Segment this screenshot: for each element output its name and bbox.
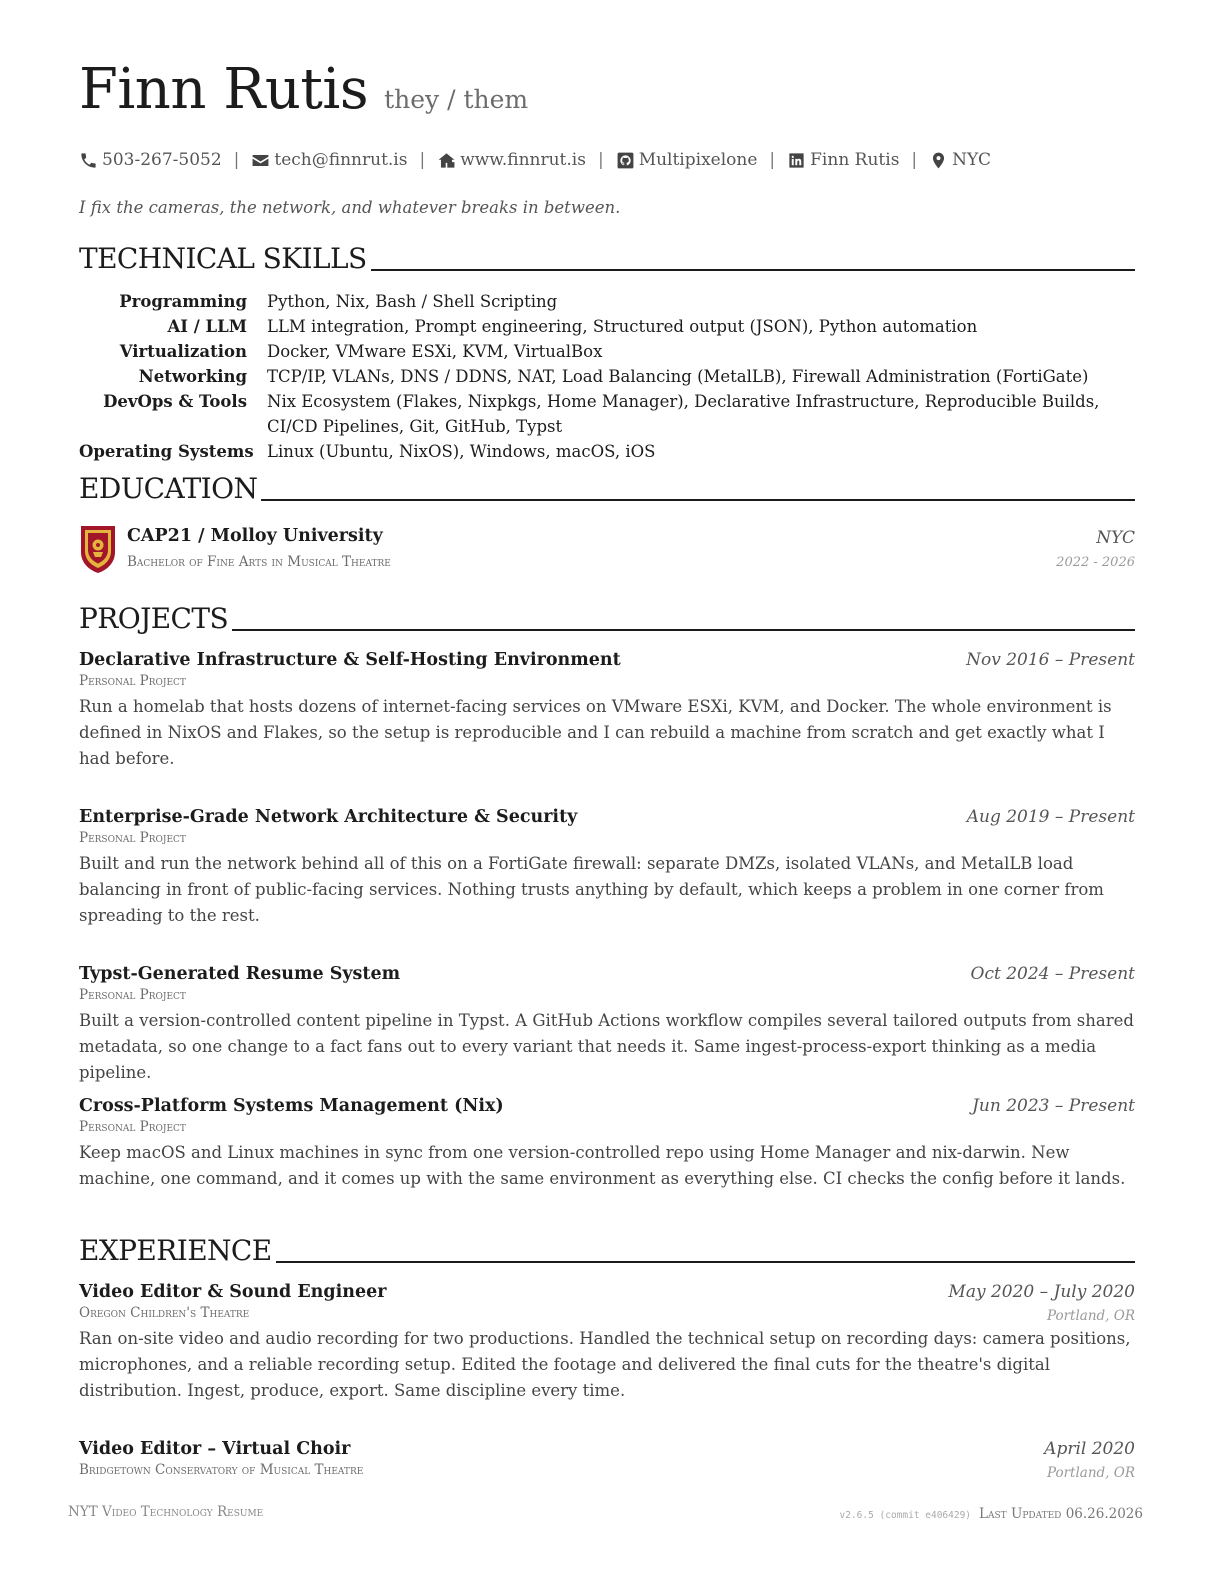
contact-separator: | bbox=[911, 150, 918, 170]
section-rule bbox=[371, 269, 1135, 271]
linkedin-icon bbox=[787, 151, 806, 170]
job-date: May 2020 – July 2020 bbox=[948, 1282, 1135, 1302]
skill-value: Docker, VMware ESXi, KVM, VirtualBox bbox=[267, 342, 603, 361]
project-entry bbox=[79, 964, 1135, 1086]
project-title: Enterprise-Grade Network Architecture & Security bbox=[79, 807, 578, 827]
project-type: Personal Project bbox=[79, 987, 186, 1003]
project-type: Personal Project bbox=[79, 830, 186, 846]
section-rule bbox=[276, 1261, 1135, 1263]
github-icon bbox=[616, 151, 635, 170]
employer: Bridgetown Conservatory of Musical Theatre bbox=[79, 1462, 364, 1478]
pronouns: they / them bbox=[384, 85, 529, 114]
skills-table bbox=[79, 289, 1135, 464]
skill-row bbox=[79, 314, 1135, 339]
skill-value: TCP/IP, VLANs, DNS / DDNS, NAT, Load Balancing (MetalLB), Firewall Administration (FortiGate) bbox=[267, 367, 1089, 386]
skill-category: AI / LLM bbox=[167, 317, 247, 336]
person-name: Finn Rutis bbox=[79, 57, 369, 122]
experience-entry bbox=[79, 1439, 1135, 1481]
school-name: CAP21 / Molloy University bbox=[127, 526, 383, 546]
skill-category: Programming bbox=[119, 292, 247, 311]
job-title: Video Editor & Sound Engineer bbox=[79, 1282, 387, 1302]
footer-document-title: NYT Video Technology Resume bbox=[68, 1504, 264, 1520]
contact-separator: | bbox=[769, 150, 776, 170]
section-education bbox=[79, 472, 1135, 505]
education-location: NYC bbox=[1096, 528, 1135, 548]
envelope-icon bbox=[251, 151, 270, 170]
contact-github[interactable]: Multipixelone bbox=[616, 150, 758, 170]
degree: Bachelor of Fine Arts in Musical Theatre bbox=[127, 554, 391, 570]
contact-location: NYC bbox=[929, 150, 991, 170]
project-description: Run a homelab that hosts dozens of internet-facing services on VMware ESXi, KVM, and Docker. The whole environment is defined in NixOS and Flakes, so the setup is reproducible and I can rebuild a machine from scratch and get exactly what I had before. bbox=[79, 697, 1112, 768]
section-technical-skills bbox=[79, 242, 1135, 275]
contact-separator: | bbox=[419, 150, 426, 170]
skill-category: Operating Systems bbox=[79, 442, 254, 461]
job-title: Video Editor – Virtual Choir bbox=[79, 1439, 351, 1459]
contact-linkedin[interactable]: Finn Rutis bbox=[787, 150, 899, 170]
section-title: TECHNICAL SKILLS bbox=[79, 242, 367, 275]
project-type: Personal Project bbox=[79, 1119, 186, 1135]
project-title: Declarative Infrastructure & Self-Hosting Environment bbox=[79, 650, 621, 670]
project-title: Cross-Platform Systems Management (Nix) bbox=[79, 1096, 504, 1116]
section-title: PROJECTS bbox=[79, 602, 229, 635]
house-icon bbox=[437, 151, 456, 170]
skill-row bbox=[79, 439, 1135, 464]
section-rule bbox=[261, 499, 1135, 501]
project-description: Built a version-controlled content pipeline in Typst. A GitHub Actions workflow compiles several tailored outputs from shared metadata, so one change to a fact fans out to every variant that needs it. Same ingest-process-export thinking as a media pipeline. bbox=[79, 1011, 1134, 1082]
section-rule bbox=[232, 629, 1135, 631]
footer-last-updated: Last Updated 06.26.2026 bbox=[979, 1506, 1143, 1522]
project-description: Keep macOS and Linux machines in sync from one version-controlled repo using Home Manager and nix-darwin. New machine, one command, and it comes up with the same environment as everything else. CI checks the config before it lands. bbox=[79, 1143, 1126, 1188]
job-date: April 2020 bbox=[1044, 1439, 1135, 1459]
contact-email[interactable]: tech@finnrut.is bbox=[251, 150, 407, 170]
project-description: Built and run the network behind all of this on a FortiGate firewall: separate DMZs, isolated VLANs, and MetalLB load balancing in front of public-facing services. Nothing trusts anything by default, which keeps a problem in one corner from spreading to the rest. bbox=[79, 854, 1104, 925]
project-type: Personal Project bbox=[79, 673, 186, 689]
education-entry bbox=[79, 524, 1135, 576]
project-entry bbox=[79, 650, 1135, 772]
project-date: Jun 2023 – Present bbox=[972, 1096, 1135, 1116]
skill-category: Virtualization bbox=[119, 342, 247, 361]
section-title: EXPERIENCE bbox=[79, 1234, 272, 1267]
skill-row bbox=[79, 364, 1135, 389]
footer-meta bbox=[839, 1506, 1143, 1522]
header bbox=[79, 57, 529, 122]
section-projects bbox=[79, 602, 1135, 635]
project-date: Aug 2019 – Present bbox=[966, 807, 1135, 827]
section-title: EDUCATION bbox=[79, 472, 258, 505]
skill-value: LLM integration, Prompt engineering, Structured output (JSON), Python automation bbox=[267, 317, 978, 336]
experience-entry bbox=[79, 1282, 1135, 1404]
employer: Oregon Children's Theatre bbox=[79, 1305, 250, 1321]
project-entry bbox=[79, 1096, 1135, 1192]
job-location: Portland, OR bbox=[1046, 1308, 1135, 1324]
phone-icon bbox=[79, 151, 98, 170]
skill-category: Networking bbox=[138, 367, 247, 386]
skill-value: Python, Nix, Bash / Shell Scripting bbox=[267, 292, 558, 311]
section-experience bbox=[79, 1234, 1135, 1267]
map-pin-icon bbox=[929, 151, 948, 170]
skill-row bbox=[79, 389, 1135, 439]
project-date: Oct 2024 – Present bbox=[970, 964, 1135, 984]
project-entry bbox=[79, 807, 1135, 929]
job-description: Ran on-site video and audio recording for two productions. Handled the technical setup on recording days: camera positions, microphones, and a reliable recording setup. Edited the footage and delivered the final cuts for the theatre's digital distribution. Ingest, produce, export. Same discipline every time. bbox=[79, 1329, 1131, 1400]
footer-version: v2.6.5 (commit e406429) bbox=[839, 1510, 972, 1521]
skill-value: Linux (Ubuntu, NixOS), Windows, macOS, iOS bbox=[267, 442, 656, 461]
project-title: Typst-Generated Resume System bbox=[79, 964, 401, 984]
tagline: I fix the cameras, the network, and whatever breaks in between. bbox=[79, 198, 621, 217]
skill-category: DevOps & Tools bbox=[103, 392, 247, 411]
contact-website[interactable]: www.finnrut.is bbox=[437, 150, 586, 170]
contact-separator: | bbox=[233, 150, 240, 170]
job-location: Portland, OR bbox=[1046, 1465, 1135, 1481]
contact-bar bbox=[79, 150, 991, 170]
university-crest-icon bbox=[79, 524, 117, 574]
skill-value: Nix Ecosystem (Flakes, Nixpkgs, Home Manager), Declarative Infrastructure, Reproducible Builds, CI/CD Pipelines, Git, GitHub, Typst bbox=[267, 392, 1100, 436]
contact-phone[interactable]: 503-267-5052 bbox=[79, 150, 222, 170]
skill-row bbox=[79, 289, 1135, 314]
skill-row bbox=[79, 339, 1135, 364]
project-date: Nov 2016 – Present bbox=[966, 650, 1135, 670]
education-dates: 2022 - 2026 bbox=[1056, 555, 1135, 570]
contact-separator: | bbox=[597, 150, 604, 170]
